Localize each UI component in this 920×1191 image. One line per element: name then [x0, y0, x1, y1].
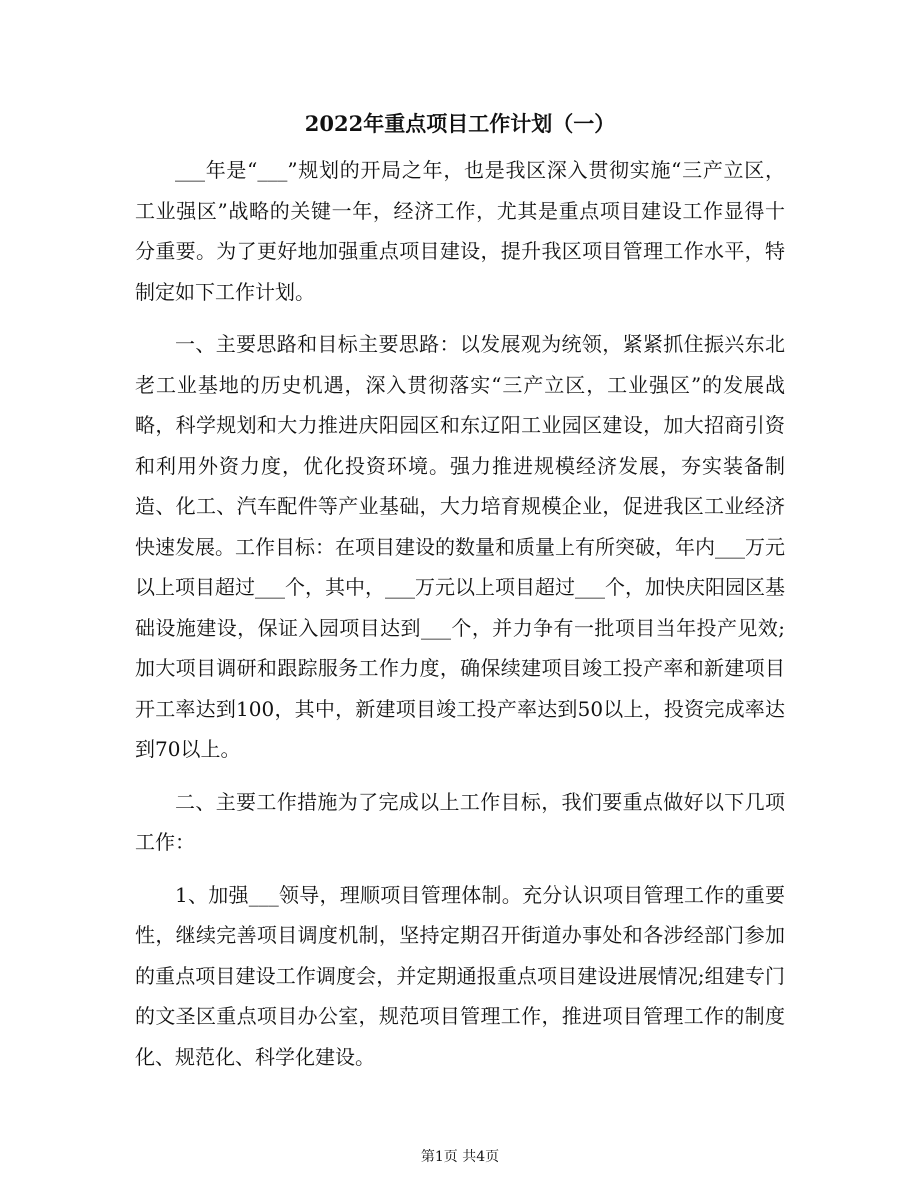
page-number-footer: 第1页 共4页 — [420, 1149, 500, 1165]
paragraph-item-1: 1、加强___领导，理顺项目管理体制。充分认识项目管理工作的重要性，继续完善项目调度机制，坚持定期召开街道办事处和各涉经部门参加的重点项目建设工作调度会，并定期通报重点项目建设进展情况;组建专门的文圣区重点项目办公室，规范项目管理工作，推进项目管理工作的制度化、规范化、科学化建设。 — [135, 882, 785, 1069]
paragraph-section-2: 二、主要工作措施为了完成以上工作目标，我们要重点做好以下几项工作： — [135, 789, 785, 854]
document-body — [135, 150, 785, 1077]
document-title: 2022年重点项目工作计划（一） — [304, 111, 616, 136]
paragraph-section-1: 一、主要思路和目标主要思路：以发展观为统领，紧紧抓住振兴东北老工业基地的历史机遇，深入贯彻落实“三产立区，工业强区”的发展战略，科学规划和大力推进庆阳园区和东辽阳工业园区建设，加大招商引资和利用外资力度，优化投资环境。强力推进规模经济发展，夯实装备制造、化工、汽车配件等产业基础，大力培育规模企业，促进我区工业经济快速发展。工作目标：在项目建设的数量和质量上有所突破，年内___万元以上项目超过___个，其中，___万元以上项目超过___个，加快庆阳园区基础设施建设，保证入园项目达到___个，并力争有一批项目当年投产见效;加大项目调研和跟踪服务工作力度，确保续建项目竣工投产率和新建项目开工率达到100，其中，新建项目竣工投产率达到50以上，投资完成率达到70以上。 — [135, 332, 785, 761]
paragraph-intro: ___年是“___”规划的开局之年，也是我区深入贯彻实施“三产立区，工业强区”战略的关键一年，经济工作，尤其是重点项目建设工作显得十分重要。为了更好地加强重点项目建设，提升我区项目管理工作水平，特制定如下工作计划。 — [135, 158, 785, 304]
